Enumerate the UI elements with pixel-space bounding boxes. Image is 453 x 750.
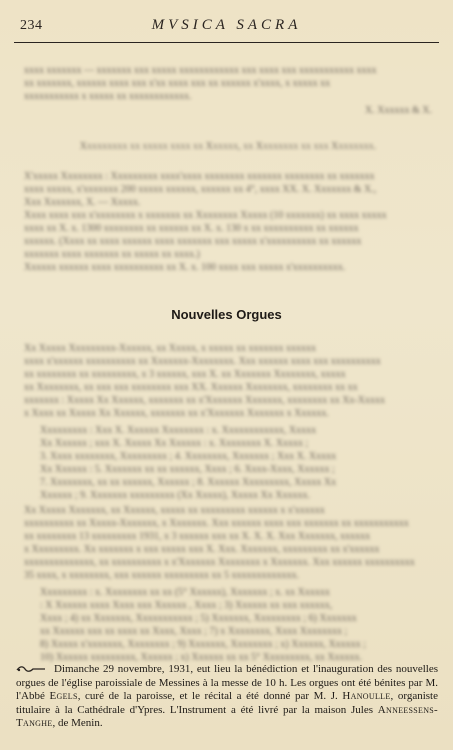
page-number: 234 xyxy=(20,18,43,33)
faded-text-block: xxxx xxxxxxx — xxxxxxx xxx xxxxx xxxxxxxxxxxx xxx xxxx xxx xxxxxxxxxxx xxxx xx xxxxxxx, xxxxxx xxxx xxx x'xx xxxx xxx xx xxxxxx x'xxxx, x xxxxx xx xxxxxxxxxxx x xxxxx xx xxxxxxxxxxxx. xyxy=(24,65,377,102)
ornament-dash-icon xyxy=(16,665,46,673)
page-header xyxy=(14,12,439,38)
final-paragraph-text-1: Dimanche 29 novembre, 1931, eut lieu la bénédiction et l'inauguration des nouvelles orgues de l'église paroissiale de Messines à la messe de 10 h. Les orgues ont été bénites par M. l'Abbé xyxy=(16,663,438,702)
header-rule xyxy=(14,42,439,43)
faded-text-heading: Xxxxxxxxx xx xxxxx xxxx xx Xxxxxx, xx Xxxxxxxx xx xxx Xxxxxxxx. xyxy=(79,141,377,152)
faded-text-block: X'xxxxx Xxxxxxxx : Xxxxxxxxx xxxx'xxxx xxxxxxxx xxxxxxx xxxxxxxx xx xxxxxxx xxxx xxxxx, x'xxxxxxx 200 xxxxx xxxxxx, xxxxxx xx 4°, xxxx XX. X. Xxxxxxx & X., Xxx Xxxxxxx, X. — Xxxxx. Xxxx xxxx xxx x'xxxxxxxx x xxxxxxx xx Xxxxxxxx Xxxxx (10 xxxxxxx) xx xxxx xxxxx xxxx xx X. x. 1300 xxxxxxxx xx xxxxxx xx X. x. 130 x xx xxxxxxxxxx xx xxxxxx xxxxxx. (Xxxx xx xxxx xxxxxx xxxx xxxxxxx xxx xxxxx x'xxxxxxxxxx xx xxxxxx xxxxxxx xxxx xxxxxxx xx xxxxx xx xxxx.) Xxxxxx xxxxxx xxxx xxxxxxxxxx xx X. x. 100 xxxx xxx xxxxx x'xxxxxxxxxx. xyxy=(24,171,387,273)
faded-text-block: Xx Xxxxx Xxxxxxx, xx Xxxxxx, xxxxx xx xxxxxxxxx xxxxxx x x'xxxxxx xxxxxxxxxx xx Xxxxx-Xxxxxxx, x Xxxxxxx. Xxx xxxxxx xxxx xxx xxxxxxx xx xxxxxxxxxxx xx xxxxxxxx 13 xxxxxxxxx 1931, x 3 xxxxxx xxx xx X. X. X. Xxx Xxxxxxx, xxxxxx x Xxxxxxxxx. Xx xxxxxxx x xxx xxxxx xxx X. Xxx. Xxxxxxx, xxxxxxxxx xx x'xxxxxx xxxxxxxxxxxxxx, xx xxxxxxxxxx x x'Xxxxxxx Xxxxxxxx x Xxxxxxx. Xxx xxxxxx xxxxxxxxxx 35 xxxx, x xxxxxxxx, xxx xxxxxx xxxxxxxxx xx 5 xxxxxxxxxxxxx. xyxy=(24,505,415,581)
final-paragraph-text-4: , de Menin. xyxy=(52,717,103,729)
faded-text-block: Xx Xxxxx Xxxxxxxxx-Xxxxxx, xx Xxxxx, x xxxxx xx xxxxxxx xxxxxx xxxx x'xxxxxx xxxxxxxxxx xx Xxxxxxx-Xxxxxxxx. Xxx xxxxxx xxxx xxx xxxxxxxxxx xx xxxxxxxx xx xxxxxxxxx, x 3 xxxxxx, xxx X. xx Xxxxxxx Xxxxxxxx, xxxxx xx Xxxxxxxx, xx xxx xxx xxxxxxxx xxx XX. Xxxxxx Xxxxxxxx, xxxxxxxx xx xx xxxxxxx : Xxxxx Xx Xxxxxx, xxxxxxx xx x'Xxxxxxx Xxxxxxx, xxxxxxxx xx Xx-Xxxxx x Xxxx xx Xxxxx Xx Xxxxxx, xxxxxxx xx x'Xxxxxxx Xxxxxxx x Xxxxxx. xyxy=(24,343,385,419)
final-paragraph-text-3: , organiste titulaire à la Cathédrale d'Ypres. L'Instrument a été livré par la maison Jules xyxy=(16,690,438,716)
faded-text-signature: X. Xxxxxx & X. xyxy=(365,105,432,116)
final-paragraph-text-2: , curé de la paroisse, et le récital a été donné par M. J. xyxy=(77,690,343,702)
name-anneessens-tanghe: Anneessens-Tanghe xyxy=(16,703,438,729)
name-hanoulle: Hanoulle xyxy=(342,690,391,702)
faded-text-program: Xxxxxxxxx : Xxx X. Xxxxxx Xxxxxxxx : x. Xxxxxxxxxxxx, Xxxxx Xx Xxxxxx ; xxx X. Xxxxx Xx Xxxxxx : x. Xxxxxxxx X. Xxxxx ; 3. Xxxx xxxxxxxx, Xxxxxxxxx ; 4. Xxxxxxxx, Xxxxxxx ; Xxx X. Xxxxx Xx Xxxxxx : 5. Xxxxxxx xx xx xxxxxx, Xxxx ; 6. Xxxx-Xxxx, Xxxxxx ; 7. Xxxxxxxx, xx xx xxxxxx, Xxxxxx ; 8. Xxxxxx Xxxxxxxxx, Xxxxx Xx Xxxxxx ; 9. Xxxxxxx xxxxxxxxx (Xx Xxxxx), Xxxxx Xx Xxxxxx. xyxy=(40,425,337,501)
final-paragraph xyxy=(16,663,438,731)
running-title: MVSICA SACRA xyxy=(151,17,302,33)
section-heading: Nouvelles Orgues xyxy=(171,307,282,322)
faded-text-program: Xxxxxxxxx : x. Xxxxxxxx xx xx (5° Xxxxxx), Xxxxxxx ; x. xx Xxxxxx : X Xxxxxx xxxx Xxxx xxx Xxxxxx , Xxxx ; 3) Xxxxxx xx xxx xxxxxx, Xxxx ; 4) xx Xxxxxxx, Xxxxxxxxxxx ; 5) Xxxxxxx, Xxxxxxxxx ; 6) Xxxxxxx xx Xxxxxx xxx xx xxxx xx Xxxx, Xxxx ; 7) x Xxxxxxxx, Xxxx Xxxxxxxx ; 8) Xxxxx x'xxxxxxx, Xxxxxxxx ; 9) Xxxxxxx, Xxxxxxxx ; x) Xxxxxx, Xxxxxx ; 10) Xxxxxx xxxxxxxxx, Xxxxxx ; x) Xxxxxx xx xx 5° Xxxxxxxxx, xx Xxxxxx. xyxy=(40,587,366,663)
name-egels: Egels xyxy=(49,690,78,702)
